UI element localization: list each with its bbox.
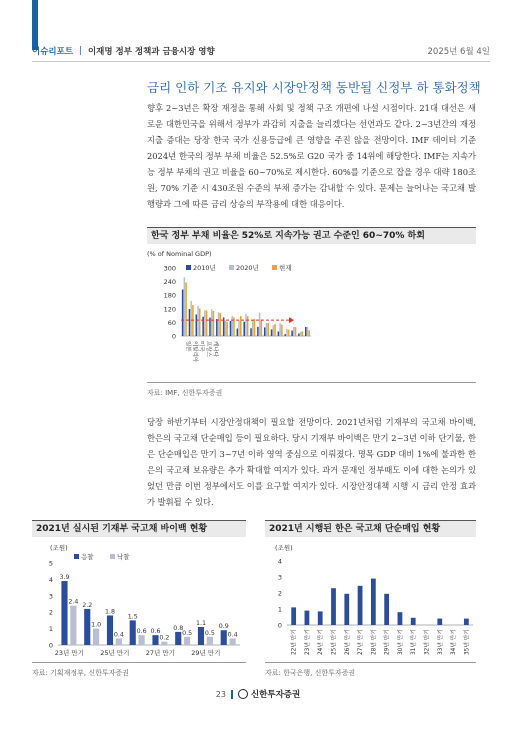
chart2-data-label: 1.8 xyxy=(104,608,115,616)
chart1-bar xyxy=(252,320,254,336)
chart3-xtick: 31년 만기 xyxy=(411,629,418,656)
chart1-bar xyxy=(300,332,302,336)
chart1-legend-label: 2010년 xyxy=(193,264,216,272)
chart2-xtick: 27년 만기 xyxy=(145,649,175,657)
chart2-bar xyxy=(84,609,90,645)
page-footer xyxy=(0,688,516,700)
chart2-xtick: 29년 만기 xyxy=(191,649,221,657)
chart1-legend-label: 2020년 xyxy=(236,264,259,272)
chart1-bar xyxy=(284,334,286,336)
chart1-bar xyxy=(213,311,215,336)
chart2-ytick: 0 xyxy=(48,641,53,650)
chart2-bar xyxy=(70,606,76,645)
chart1-bar xyxy=(247,316,249,336)
chart3-bar xyxy=(398,612,403,625)
chart3-xtick: 29년 만기 xyxy=(384,629,391,656)
chart1-source: 자료: IMF, 신한투자증권 xyxy=(147,389,223,397)
section-title: 금리 인하 기조 유지와 시장안정책 동반될 신정부 하 통화정책 xyxy=(147,80,481,95)
chart1-legend-swatch xyxy=(229,265,234,270)
paragraph-1: 향후 2~3년은 확장 재정을 통해 사회 및 정책 구조 개편에 나설 시점이다. 21대 대선은 새로운 대한민국을 위해서 정부가 과감히 지출을 늘리겠다는 선언과도 같다. 2~3년간의 재정 지출 증대는 당장 한국 국가 신용등급에 큰 영향을 주진 않을 전망이다. IMF 데이터 기준 2024년 한국의 정부 부채 비율은 52.5%로 G20 국가 중 14위에 해당한다. IMF는 지속가능 정부 부채의 권고 비율을 60~70%로 제시한다. 60%를 기준으로 잡을 경우 대략 180조원, 70% 기준 시 430조원 수준의 부채 증가는 감내할 수 있다. 문제는 늘어나는 국고채 발행량과 그에 따른 금리 상승의 부작용에 대한 대응이다. xyxy=(147,103,476,209)
chart3-xtick: 28년 만기 xyxy=(371,629,378,656)
chart1-bar xyxy=(211,309,213,336)
chart3-xtick: 33년 만기 xyxy=(437,629,444,656)
chart3-ytick: 3 xyxy=(277,573,282,582)
chart2-ytick: 4 xyxy=(48,575,53,584)
chart1-xtick: 일본 xyxy=(184,341,191,352)
chart2-data-label: 3.9 xyxy=(59,574,70,582)
chart1-bar xyxy=(196,314,198,336)
chart3-bok-purchase xyxy=(265,541,476,661)
chart2-divider xyxy=(32,662,246,663)
chart1-bar xyxy=(307,327,309,336)
chart2-bar xyxy=(116,638,122,645)
chart1-bar xyxy=(271,329,273,336)
chart1-bar xyxy=(302,331,304,336)
chart2-ytick: 5 xyxy=(48,559,53,568)
chart1-legend-swatch xyxy=(272,265,277,270)
chart2-bar xyxy=(93,629,99,645)
chart1-bar xyxy=(231,316,233,336)
chart1-bar xyxy=(254,319,256,336)
page-number: 23 xyxy=(215,689,226,699)
chart1-bar xyxy=(199,309,201,336)
paragraph-2: 당장 하반기부터 시장안정대책이 필요할 전망이다. 2021년처럼 기재부의 국고채 바이백, 한은의 국고채 단순매입 등이 필요하다. 당시 기재부 바이백은 만기 2~3년 이하 단기물, 한은 단순매입은 만기 3~7년 이하 영역 중심으로 이뤄졌다. 명목 GDP 대비 1%에 불과한 한은의 국고채 보유량은 추가 확대할 여지가 있다. 과거 문재인 정부때도 이에 대한 논의가 있었던 만큼 이번 정부에서도 이를 요구할 여지가 있다. 시장안정대책 시행 시 금리 안정 효과가 발휘될 수 있다. xyxy=(147,417,476,507)
chart3-xtick: 34년 만기 xyxy=(451,629,458,656)
chart1-bar xyxy=(202,317,204,336)
chart2-ytick: 1 xyxy=(48,625,53,634)
chart3-ytick: 2 xyxy=(277,589,282,598)
footer-logo xyxy=(238,688,300,700)
chart2-ytick: 2 xyxy=(48,608,53,617)
chart1-bar xyxy=(250,328,252,336)
chart1-bar xyxy=(264,327,266,336)
chart3-bar xyxy=(384,594,389,625)
chart2-bar xyxy=(61,581,67,645)
page-header xyxy=(32,40,490,62)
chart1-bar xyxy=(218,312,220,336)
chart1-bar xyxy=(305,327,307,336)
chart1-bar xyxy=(286,329,288,336)
chart1-bar xyxy=(185,283,187,336)
chart1-bar xyxy=(288,330,290,336)
chart3-ytick: 0 xyxy=(277,621,282,630)
chart2-xtick: 25년 만기 xyxy=(100,649,130,657)
chart2-legend-label: 응찰 xyxy=(81,553,94,561)
chart3-title: 2021년 시행된 한은 국고채 단순매입 현황 xyxy=(265,520,476,537)
chart2-data-label: 0.8 xyxy=(173,624,184,632)
chart3-bar xyxy=(371,579,376,625)
chart1-ytick: 120 xyxy=(163,305,176,314)
header-date: 2025년 6월 4일 xyxy=(427,46,490,57)
chart1-debt-ratio xyxy=(147,248,476,380)
chart2-data-label: 0.5 xyxy=(182,629,193,637)
chart3-bar xyxy=(411,618,416,625)
chart1-ytick: 0 xyxy=(171,332,176,341)
chart1-bar xyxy=(266,323,268,336)
chart2-ytick: 3 xyxy=(48,592,53,601)
chart1-bar xyxy=(238,320,240,336)
chart2-data-label: 1.5 xyxy=(127,613,138,621)
chart1-bar xyxy=(257,327,259,336)
chart1-bar xyxy=(274,324,276,336)
chart1-xtick: 이탈리아 xyxy=(191,341,198,363)
chart3-xtick: 30년 만기 xyxy=(397,629,404,656)
chart1-bar xyxy=(182,290,184,336)
chart1-bar xyxy=(225,321,227,336)
chart1-bar xyxy=(206,310,208,336)
chart1-bar xyxy=(230,321,232,336)
chart2-title: 2021년 실시된 기재부 국고채 바이백 현황 xyxy=(32,520,246,537)
chart2-data-label: 0.6 xyxy=(150,628,161,636)
chart2-bar xyxy=(130,620,136,645)
chart1-bar xyxy=(308,330,310,336)
chart1-xtick: 프랑스 xyxy=(204,341,211,357)
chart3-bar xyxy=(318,611,323,625)
chart3-bar xyxy=(464,619,469,625)
chart2-bar xyxy=(221,630,227,645)
footer-divider xyxy=(231,690,233,699)
chart2-xtick: 23년 만기 xyxy=(54,649,84,657)
chart1-bar xyxy=(204,310,206,336)
logo-icon xyxy=(238,689,248,699)
chart1-bar xyxy=(279,323,281,336)
chart1-ytick: 240 xyxy=(163,278,176,287)
chart1-bar xyxy=(219,313,221,336)
chart2-bar xyxy=(207,637,213,645)
chart2-data-label: 0.9 xyxy=(218,623,229,631)
chart2-data-label: 2.2 xyxy=(82,601,93,609)
chart3-bar xyxy=(305,611,310,625)
chart1-bar xyxy=(298,334,300,336)
chart2-source: 자료: 기획재정부, 신한투자증권 xyxy=(32,669,129,677)
chart3-xtick: 26년 만기 xyxy=(344,629,351,656)
chart2-buyback xyxy=(32,541,246,661)
chart1-divider xyxy=(147,382,476,383)
chart2-bar xyxy=(161,642,167,645)
chart3-divider xyxy=(265,662,476,663)
chart3-xtick: 27년 만기 xyxy=(358,629,365,656)
chart2-data-label: 1.0 xyxy=(91,621,102,629)
header-separator: | xyxy=(79,45,82,56)
chart2-bar xyxy=(152,635,158,645)
chart1-title: 한국 정부 부채 비율은 52%로 지속가능 권고 수준인 60~70% 하회 xyxy=(147,227,476,244)
chart3-ytick: 1 xyxy=(277,605,282,614)
chart2-data-label: 0.4 xyxy=(227,631,238,639)
chart3-bar xyxy=(344,594,349,625)
chart1-bar xyxy=(184,277,186,336)
chart1-bar xyxy=(240,316,242,336)
chart1-bar xyxy=(197,306,199,336)
chart2-bar xyxy=(198,627,204,645)
chart2-data-label: 2.4 xyxy=(68,598,79,606)
chart1-bar xyxy=(281,325,283,336)
chart2-bar xyxy=(175,632,181,645)
chart1-bar xyxy=(245,314,247,336)
chart1-bar xyxy=(273,325,275,336)
chart2-data-label: 1.1 xyxy=(195,619,206,627)
chart2-ylabel: (조원) xyxy=(50,544,68,552)
chart3-bar xyxy=(331,588,336,625)
chart1-bar xyxy=(291,331,293,336)
chart3-xtick: 24년 만기 xyxy=(318,629,325,656)
chart2-bar xyxy=(184,637,190,645)
chart1-bar xyxy=(293,327,295,336)
header-category: 이슈리포트 xyxy=(32,46,74,57)
chart1-bar xyxy=(259,313,261,336)
chart3-xtick: 35년 만기 xyxy=(464,629,471,656)
chart1-ylabel: (% of Nominal GDP) xyxy=(147,250,212,258)
header-topic: 이재명 정부 정책과 금융시장 영향 xyxy=(87,46,215,57)
chart1-ytick: 180 xyxy=(163,291,176,300)
chart1-ytick: 300 xyxy=(163,264,176,273)
chart1-bar xyxy=(190,301,192,336)
chart1-bar xyxy=(278,331,280,336)
chart2-data-label: 0.6 xyxy=(136,628,147,636)
chart3-xtick: 22년 만기 xyxy=(291,629,298,656)
chart1-bar xyxy=(261,319,263,336)
chart3-xtick: 25년 만기 xyxy=(331,629,338,656)
chart1-bar xyxy=(216,319,218,336)
chart1-bar xyxy=(189,309,191,336)
chart1-bar xyxy=(237,329,239,336)
chart3-xtick: 23년 만기 xyxy=(304,629,311,656)
chart1-arrow-icon xyxy=(289,317,294,323)
chart1-bar xyxy=(267,323,269,336)
chart1-bar xyxy=(243,322,245,336)
chart1-bar xyxy=(209,318,211,336)
footer-logo-text: 신한투자증권 xyxy=(250,690,301,700)
chart1-legend-label: 현재 xyxy=(279,264,292,272)
chart2-bar xyxy=(139,635,145,645)
chart3-ytick: 4 xyxy=(277,557,282,566)
chart2-legend-label: 낙찰 xyxy=(117,553,130,561)
chart3-bar xyxy=(291,607,296,625)
chart3-bar xyxy=(358,586,363,625)
chart2-data-label: 0.5 xyxy=(204,629,215,637)
chart3-source: 자료: 한국은행, 신한투자증권 xyxy=(265,669,356,677)
chart1-xtick: 미국 xyxy=(198,341,205,352)
chart1-ytick: 60 xyxy=(167,318,176,327)
chart1-xtick: 캐나다 xyxy=(211,341,218,357)
chart3-xtick: 32년 만기 xyxy=(424,629,431,656)
chart1-legend-swatch xyxy=(186,265,191,270)
chart3-ylabel: (조원) xyxy=(275,544,293,552)
chart1-bar xyxy=(295,327,297,336)
chart2-data-label: 0.2 xyxy=(159,634,170,642)
chart1-bar xyxy=(226,322,228,336)
chart2-bar xyxy=(230,638,236,645)
chart2-legend-swatch xyxy=(110,554,115,559)
chart2-data-label: 0.4 xyxy=(113,631,124,639)
chart2-bar xyxy=(107,615,113,645)
chart3-bar xyxy=(437,619,442,625)
chart2-legend-swatch xyxy=(74,554,79,559)
